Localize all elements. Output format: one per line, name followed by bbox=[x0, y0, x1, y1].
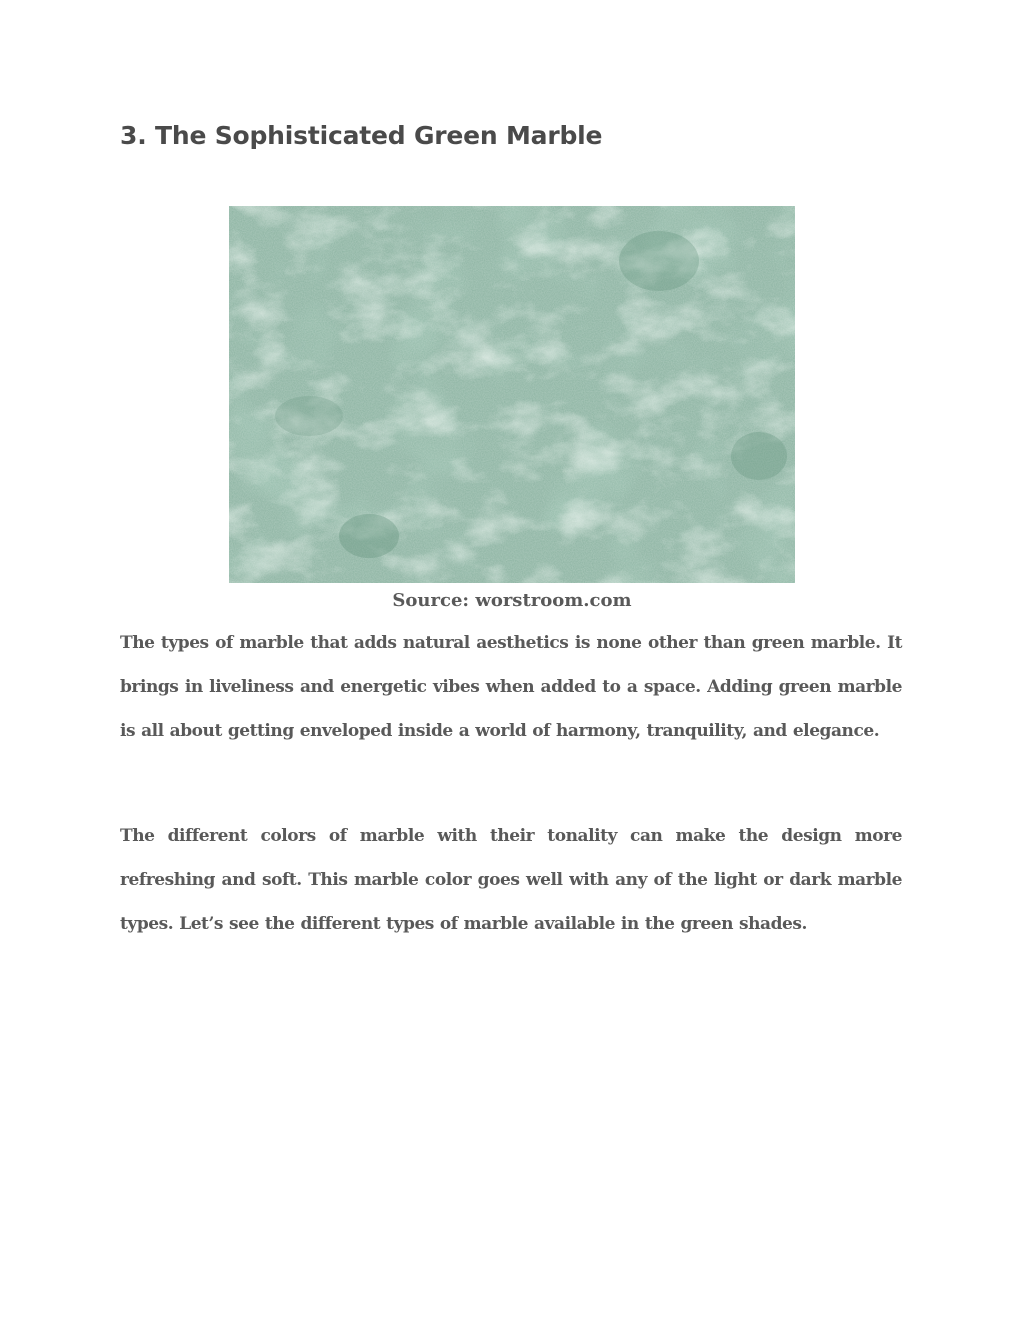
image-caption: Source: worstroom.com bbox=[392, 590, 632, 611]
marble-dark-patch bbox=[275, 396, 343, 436]
marble-texture-graphic bbox=[229, 206, 795, 583]
marble-dark-patch bbox=[619, 231, 699, 291]
section-heading: 3. The Sophisticated Green Marble bbox=[120, 121, 603, 150]
marble-dark-patch bbox=[339, 514, 399, 558]
marble-image bbox=[229, 206, 795, 583]
body-paragraph: The types of marble that adds natural aesthetics is none other than green marble. It brings in liveliness and energetic vibes when added to a space. Adding green marble is all about getting enveloped inside a world of harmony, tranquility, and elegance. bbox=[120, 633, 902, 741]
body-paragraph: The different colors of marble with their tonality can make the design more refreshing and soft. This marble color goes well with any of the light or dark marble types. Let’s see the different types of marble available in the green shades. bbox=[120, 826, 902, 934]
marble-dark-patch bbox=[731, 432, 787, 480]
marble-grain bbox=[229, 206, 795, 583]
